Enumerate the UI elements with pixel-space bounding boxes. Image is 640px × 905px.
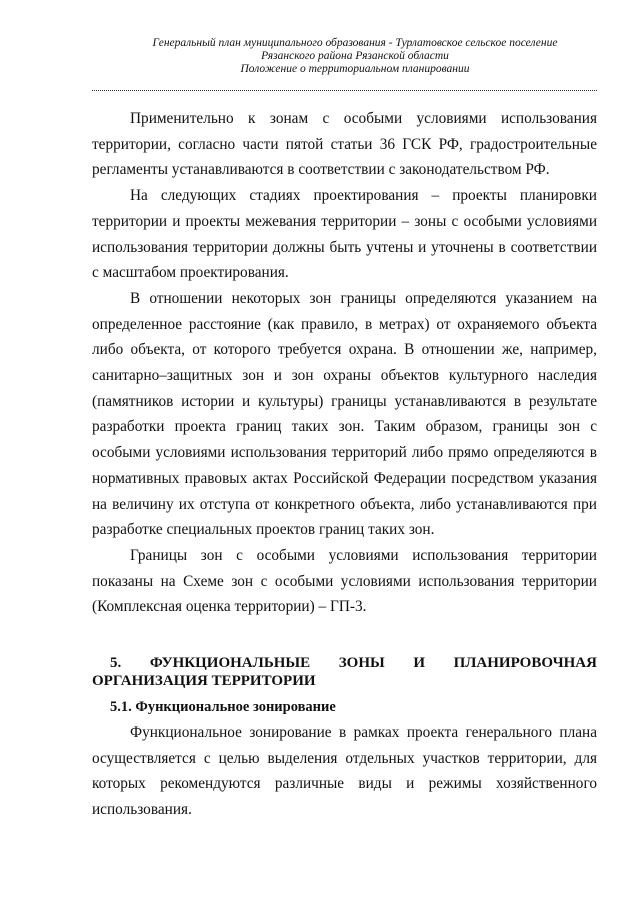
header-line-1: Генеральный план муниципального образования - Турлатовское сельское поселение	[152, 37, 558, 49]
paragraph-1: Применительно к зонам с особыми условиями использования территории, согласно части пятой статьи 36 ГСК РФ, градостроительные регламенты устанавливаются в соответствии с законодательством РФ.	[92, 110, 597, 179]
subsection-heading: 5.1. Функциональное зонирование	[110, 699, 336, 716]
paragraph-2: На следующих стадиях проектирования – проекты планировки территории и проекты межевания территории – зоны с особыми условиями использования территории должны быть учтены и уточнены в соответствии с масштабом проектирования.	[92, 187, 597, 282]
header-divider	[92, 90, 597, 91]
section-number: 5.	[110, 655, 122, 672]
section-word-2: ЗОНЫ	[338, 655, 385, 672]
header-line-3: Положение о территориальном планировании	[240, 63, 470, 75]
running-header	[90, 37, 620, 76]
paragraph-4: Границы зон с особыми условиями использования территории показаны на Схеме зон с особыми условиями использования территории (Комплексная оценка территории) – ГП-3.	[92, 546, 597, 616]
body-text	[92, 106, 597, 823]
section-word-4: ПЛАНИРОВОЧНАЯ	[453, 655, 597, 672]
section-title-line-2: ОРГАНИЗАЦИЯ ТЕРРИТОРИИ	[92, 673, 316, 690]
section-word-3: И	[413, 655, 425, 672]
section-word-1: ФУНКЦИОНАЛЬНЫЕ	[149, 655, 311, 672]
section-heading	[92, 654, 597, 690]
header-line-2: Рязанского района Рязанской области	[261, 50, 449, 62]
paragraph-3: В отношении некоторых зон границы определяются указанием на определенное расстояние (как правило, в метрах) от охраняемого объекта либо объекта, от которого требуется охрана. В отношении же, например, санитарно–защитных зон и зон охраны объектов культурного наследия (памятников истории и культуры) границы устанавливаются в результате разработки проекта границ таких зон. Таким образом, границы зон с особыми условиями использования территорий либо прямо определяются в нормативных правовых актах Российской Федерации посредством указания на величину их отступа от конкретного объекта, либо устанавливаются при разработке специальных проектов границ таких зон.	[92, 289, 597, 539]
paragraph-5: Функциональное зонирование в рамках проекта генерального плана осуществляется с целью выделения отдельных участков территории, для которых рекомендуются различные виды и режимы хозяйственного использования.	[92, 724, 597, 819]
